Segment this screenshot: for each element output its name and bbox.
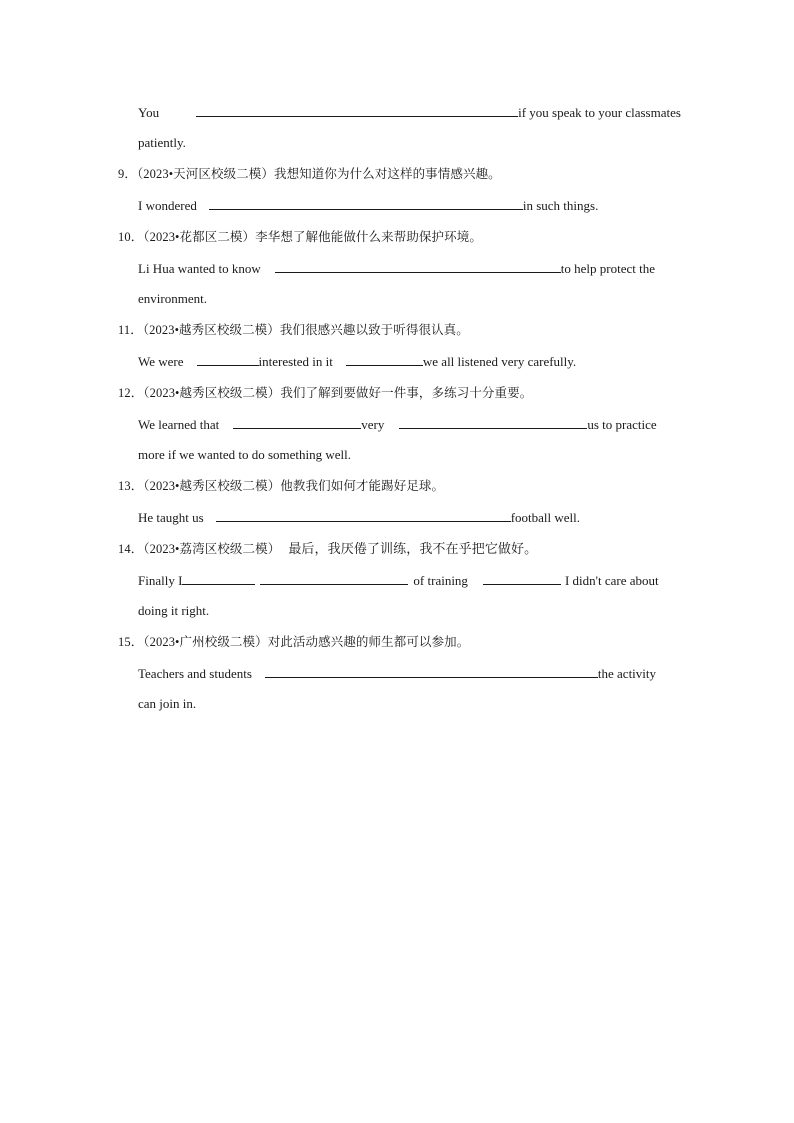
q11-suffix: we all listened very carefully.	[422, 354, 577, 369]
q14-middle: of training	[413, 573, 468, 588]
q14-blank-3[interactable]	[483, 571, 561, 585]
q15-blank[interactable]	[265, 664, 598, 678]
q9-blank[interactable]	[209, 196, 523, 210]
q10-suffix: to help protect the	[560, 261, 655, 276]
q9-stem: 9．（2023•天河区校级二模）我想知道你为什么对这样的事情感兴趣。	[118, 167, 501, 181]
q9-answer-line	[138, 196, 598, 214]
q14-stem-source: 14．（2023•荔湾区校级二模）	[118, 542, 281, 556]
q14-blank-2[interactable]	[260, 571, 408, 585]
q15-answer-line	[138, 664, 656, 682]
q12-stem: 12．（2023•越秀区校级二模）我们了解到要做好一件事，多练习十分重要。	[118, 386, 533, 400]
q12-answer-line-2: more if we wanted to do something well.	[138, 447, 352, 462]
q10-answer-line	[138, 259, 655, 277]
q14-suffix: I didn't care about	[564, 573, 659, 588]
q12-blank-1[interactable]	[233, 415, 361, 429]
q14-prefix: Finally I	[138, 573, 183, 588]
q10-prefix: Li Hua wanted to know	[138, 261, 261, 276]
q14-blank-1[interactable]	[182, 571, 255, 585]
q13-stem: 13．（2023•越秀区校级二模）他教我们如何才能踢好足球。	[118, 479, 445, 493]
q10-blank[interactable]	[275, 259, 561, 273]
q9-prefix: I wondered	[138, 198, 197, 213]
q14-stem	[118, 540, 537, 558]
q9-suffix: in such things.	[522, 198, 599, 213]
q8-answer-line	[138, 103, 681, 121]
q11-answer-line	[138, 352, 576, 370]
q11-blank-1[interactable]	[197, 352, 259, 366]
q12-middle: very	[361, 417, 385, 432]
q14-answer-line	[138, 571, 659, 589]
q12-answer-line	[138, 415, 657, 433]
q12-blank-2[interactable]	[399, 415, 587, 429]
q11-middle: interested in it	[258, 354, 333, 369]
q11-stem: 11．（2023•越秀区校级二模）我们很感兴趣以致于听得很认真。	[118, 323, 469, 337]
q13-blank[interactable]	[216, 508, 511, 522]
q11-blank-2[interactable]	[346, 352, 423, 366]
q10-stem: 10．（2023•花都区二模）李华想了解他能做什么来帮助保护环境。	[118, 230, 482, 244]
q13-suffix: football well.	[510, 510, 581, 525]
q11-prefix: We were	[138, 354, 184, 369]
q15-answer-line-2: can join in.	[138, 696, 197, 711]
q13-answer-line	[138, 508, 580, 526]
q14-stem-text: 最后，我厌倦了训练，我不在乎把它做好。	[288, 542, 538, 557]
q10-answer-line-2: environment.	[138, 291, 207, 306]
q8-answer-line-2: patiently.	[138, 135, 186, 150]
q15-suffix: the activity	[597, 666, 657, 681]
q15-prefix: Teachers and students	[138, 666, 252, 681]
q14-answer-line-2: doing it right.	[138, 603, 210, 618]
q13-prefix: He taught us	[138, 510, 204, 525]
q15-stem: 15．（2023•广州校级二模）对此活动感兴趣的师生都可以参加。	[118, 635, 470, 649]
q12-prefix: We learned that	[138, 417, 220, 432]
q8-suffix: if you speak to your classmates	[518, 105, 681, 120]
q8-prefix: You	[138, 105, 160, 120]
q8-blank[interactable]	[196, 103, 518, 117]
q12-suffix: us to practice	[587, 417, 657, 432]
